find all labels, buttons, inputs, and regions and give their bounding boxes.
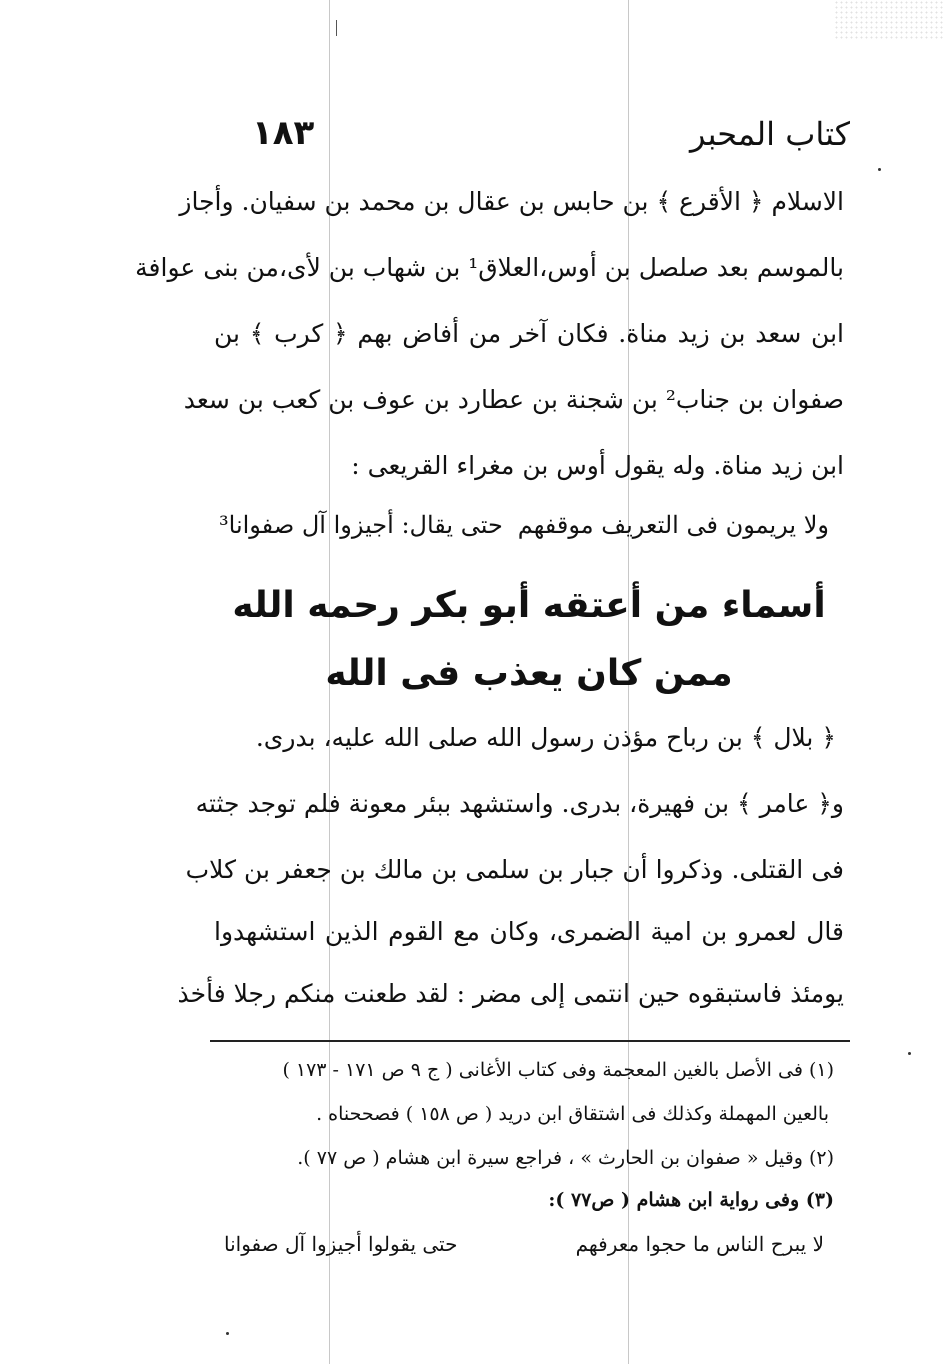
footnote: (٣) وفى رواية ابن هشام ( ص٧٧ ):: [548, 1189, 834, 1211]
top-mark: [336, 20, 337, 36]
poem-verse: [219, 503, 829, 547]
body-line: ابن سعد بن زيد مناة. فكان آخر من أفاض بهم ﴿ كرب ﴾ بن: [214, 319, 844, 348]
footnote: بالعين المهملة وكذلك فى اشتقاق ابن دريد ( ص ١٥٨ ) فصححناه .: [316, 1103, 829, 1125]
section-heading-line2: ممن كان يعذب فى الله: [325, 653, 733, 694]
footnote-verse-left-hemistich: حتى يقولوا أجيزوا آل صفوانا: [224, 1232, 458, 1256]
section-line: ﴿ بلال ﴾ بن رباح مؤذن رسول الله صلى الله عليه، بدرى.: [255, 723, 836, 752]
scan-noise: [834, 0, 944, 40]
footnote-verse: [224, 1226, 824, 1262]
verse-right-hemistich: ولا يريمون فى التعريف موقفهم: [517, 511, 829, 539]
footnote: (١) فى الأصل بالغين المعجمة وفى كتاب الأغانى ( ج ٩ ص ١٧١ - ١٧٣ ): [282, 1059, 834, 1081]
ink-speck: [878, 168, 881, 171]
verse-left-hemistich: حتى يقال: أجيزوا آل صفوانا³: [219, 511, 503, 539]
body-line: ابن زيد مناة. وله يقول أوس بن مغراء القريعى :: [351, 451, 844, 480]
body-line: صفوان بن جناب² بن شجنة بن عطارد بن عوف بن كعب بن سعد: [183, 385, 844, 414]
footnote-divider: [210, 1040, 850, 1042]
section-line: فى القتلى. وذكروا أن جبار بن سلمى بن مالك بن جعفر بن كلاب: [185, 855, 844, 884]
ink-speck: [226, 1332, 229, 1335]
running-title: كتاب المحبر: [689, 115, 850, 153]
ink-speck: [908, 1052, 911, 1055]
section-line: و﴿ عامر ﴾ بن فهيرة، بدرى. واستشهد ببئر معونة فلم توجد جثته: [195, 789, 844, 818]
page-number: ١٨٣: [252, 113, 315, 153]
body-line: بالموسم بعد صلصل بن أوس،العلاق¹ بن شهاب بن لأى،من بنى عوافة: [135, 253, 844, 282]
section-line: قال لعمرو بن امية الضمرى، وكان مع القوم الذين استشهدوا: [214, 917, 844, 946]
section-line: يومئذ فاستبقوه حين انتمى إلى مضر : لقد طعنت منكم رجلا فأخذ: [177, 979, 844, 1008]
section-heading-line1: أسماء من أعتقه أبو بكر رحمه الله: [232, 585, 826, 626]
page-header: [210, 105, 850, 175]
footnote-verse-right-hemistich: لا يبرح الناس ما حجوا معرفهم: [575, 1232, 824, 1256]
body-line: الاسلام ﴿ الأقرع ﴾ بن حابس بن عقال بن محمد بن سفيان. وأجاز: [179, 187, 844, 216]
footnote: (٢) وقيل « صفوان بن الحارث » ، فراجع سيرة ابن هشام ( ص ٧٧ ).: [297, 1147, 834, 1169]
